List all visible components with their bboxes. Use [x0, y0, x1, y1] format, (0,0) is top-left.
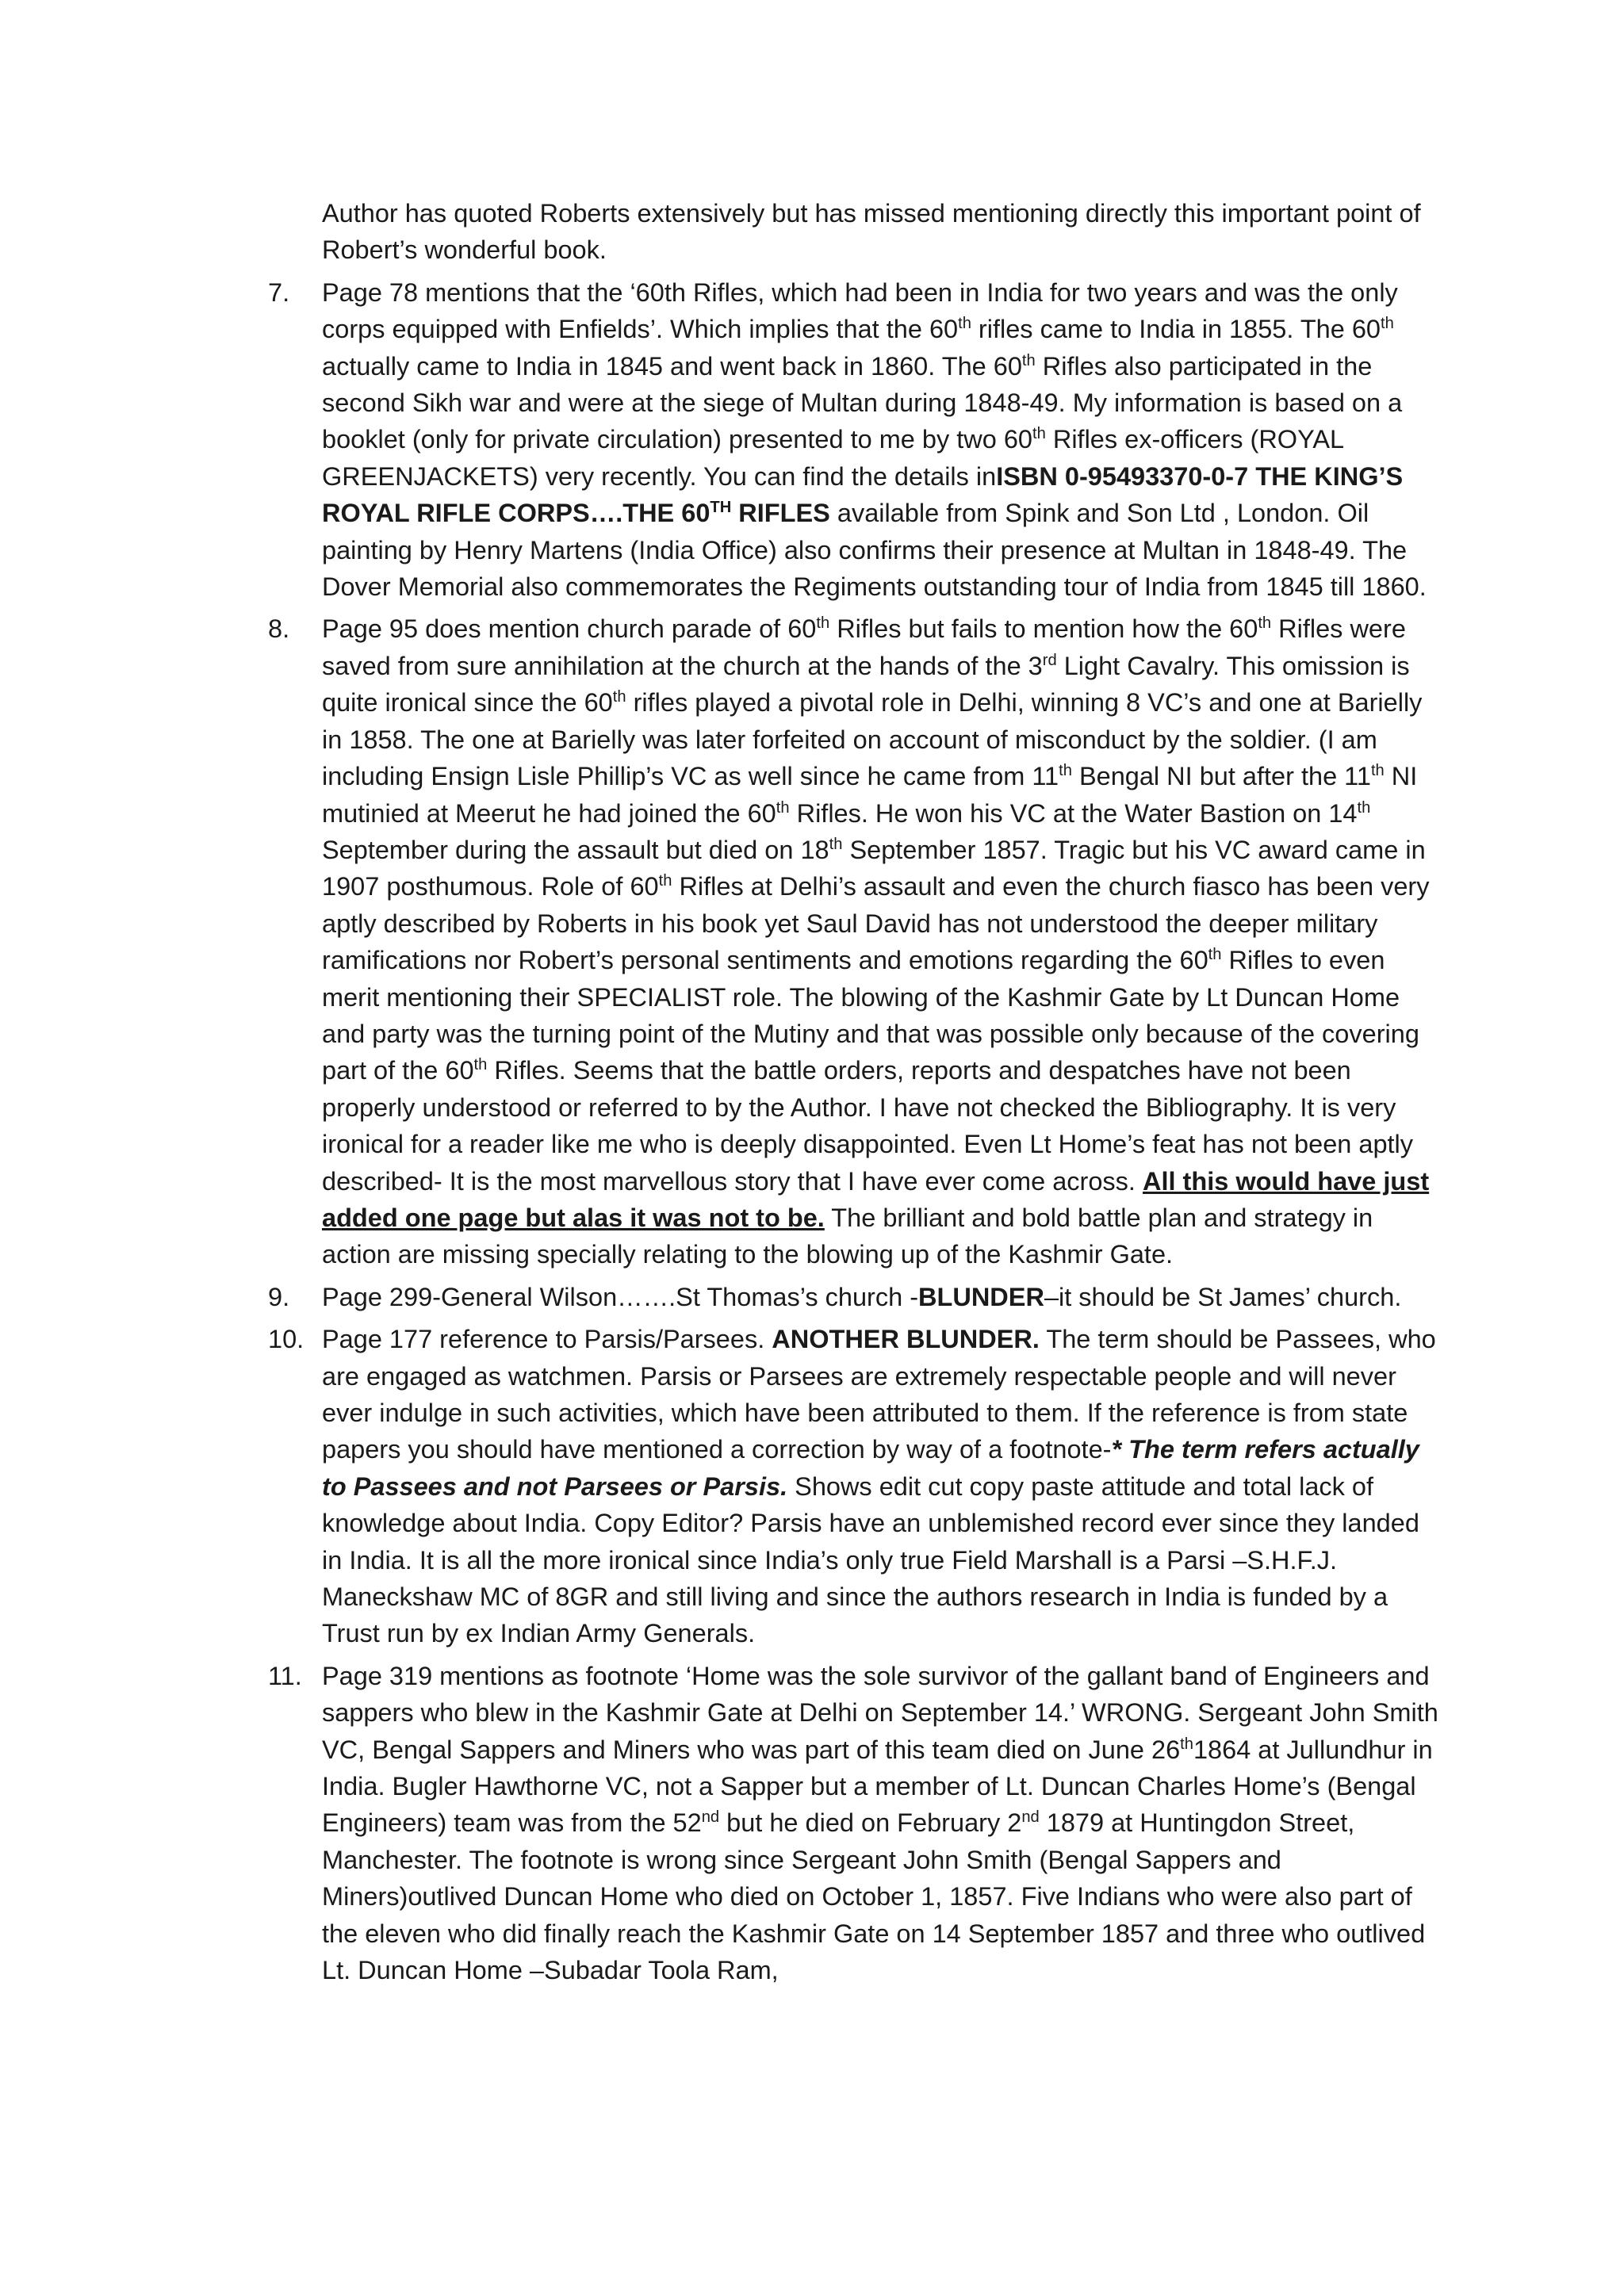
text-run: th [958, 315, 971, 333]
list-item-text [322, 1279, 1442, 1315]
list-item [268, 610, 1442, 1272]
list-item-text [322, 610, 1442, 1272]
text-run: Page 95 does mention church parade of 60 [322, 614, 817, 644]
text-run: –it should be St James’ church. [1044, 1282, 1402, 1311]
text-run: available from Spink and Son Ltd , London. Oil painting by Henry Martens (India Office) also confirms their presence at Multan in 1848-49. The Dover Memorial also commemorates the Regiments outstanding tour of India from 1845 till 1860. [322, 499, 1427, 602]
text-run: Rifles were saved from sure annihilation at the church at the hands of the 3 [322, 614, 1406, 680]
text-run: Rifles at Delhi’s assault and even the church fiasco has been very aptly described by Roberts in his book yet Saul David has not understood the deeper military ramifications nor Robert’s personal sentiments and emotions regarding the 60 [322, 872, 1430, 975]
document-body [268, 195, 1442, 1989]
text-run: The brilliant and bold battle plan and strategy in action are missing specially relating to the blowing up of the Kashmir Gate. [322, 1203, 1373, 1269]
text-run: Rifles. Seems that the battle orders, reports and despatches have not been properly understood or referred to by the Author. I have not checked the Bibliography. It is very ironical for a reader like me who is deeply disappointed. Even Lt Home’s feat has not been aptly described- It is the most marvellous story that I have ever come across. [322, 1056, 1414, 1196]
text-run: ISBN 0-95493370-0-7 THE KING’S ROYAL RIFLE CORPS….THE 60 [322, 461, 1404, 528]
text-run: RIFLES [731, 499, 830, 528]
text-run: actually came to India in 1845 and went back in 1860. The 60 [322, 351, 1022, 381]
list-item-number: 8. [268, 614, 290, 644]
text-run: Page 319 mentions as footnote ‘Home was the sole survivor of the gallant band of Engineers and sappers who blew in the Kashmir Gate at Delhi on September 14.’ WRONG. Sergeant John Smith VC, Bengal Sappers and Miners who was part of this team died on June 26 [322, 1661, 1438, 1764]
text-run: th [1021, 351, 1036, 369]
text-run: th [816, 614, 830, 633]
list-item [268, 1321, 1442, 1652]
text-run: ANOTHER BLUNDER. [772, 1325, 1040, 1354]
text-run: Page 177 reference to Parsis/Parsees. [322, 1325, 772, 1354]
text-run: All this would have just added one page but alas it was not to be. [322, 1166, 1430, 1232]
text-run: th [473, 1056, 488, 1074]
numbered-list [268, 274, 1442, 1989]
text-run: TH [710, 499, 732, 517]
list-item-number: 10. [268, 1325, 304, 1354]
continuation-paragraph: Author has quoted Roberts extensively but has missed mentioning directly this important point of Robert’s wonderful book. [322, 199, 1421, 265]
text-run: rd [1042, 652, 1057, 670]
text-run: Page 299-General Wilson…….St Thomas’s church - [322, 1282, 919, 1311]
text-run: 1879 at Huntingdon Street, Manchester. The footnote is wrong since Sergeant John Smith (Bengal Sappers and Miners)outlived Duncan Home who died on October 1, 1857. Five Indians who were also part of the eleven who did finally reach the Kashmir Gate on 14 September 1857 and three who outlived Lt. Duncan Home –Subadar Toola Ram, [322, 1808, 1426, 1985]
text-run: th [1032, 425, 1046, 443]
text-run: rifles came to India in 1855. The 60 [971, 315, 1381, 344]
text-run: th [829, 836, 843, 854]
text-run: Shows edit cut copy paste attitude and total lack of knowledge about India. Copy Editor? Parsis have an unblemished record ever since they landed in India. It is all the more ironical since India’s only true Field Marshall is a Parsi –S.H.F.J. Maneckshaw MC of 8GR and still living and since the authors research in India is funded by a Trust run by ex Indian Army Generals. [322, 1471, 1419, 1648]
text-run: 1864 at Jullundhur in India. Bugler Hawthorne VC, not a Sapper but a member of Lt. Duncan Charles Home’s (Bengal Engineers) team was from the 52 [322, 1735, 1433, 1838]
list-item-text [322, 274, 1442, 606]
list-item [268, 1658, 1442, 1989]
text-run: BLUNDER [918, 1282, 1044, 1311]
text-run: The term should be Passees, who are engaged as watchmen. Parsis or Parsees are extremely respectable people and will never ever indulge in such activities, which have been attributed to them. If the reference is from state papers you should have mentioned a correction by way of a footnote- [322, 1325, 1436, 1464]
text-run: Page 78 mentions that the ‘60th Rifles, which had been in India for two years and was the only corps equipped with Enfields’. Which implies that the 60 [322, 277, 1398, 344]
text-run: th [1370, 762, 1385, 780]
text-run: Bengal NI but after the 11 [1071, 762, 1371, 791]
text-run: nd [701, 1808, 720, 1827]
text-run: September 1857. Tragic but his VC award came in 1907 posthumous. Role of 60 [322, 835, 1426, 901]
text-run: Rifles but fails to mention how the 60 [829, 614, 1258, 644]
text-run: Rifles. He won his VC at the Water Bastion on 14 [789, 798, 1358, 828]
text-run: but he died on February 2 [719, 1808, 1022, 1838]
text-run: th [776, 798, 790, 817]
text-run: September during the assault but died on 18 [322, 835, 829, 864]
text-run: nd [1021, 1808, 1040, 1827]
text-run: NI mutinied at Meerut he had joined the 60 [322, 762, 1418, 828]
text-run: Rifles ex-officers (ROYAL GREENJACKETS) very recently. You can find the details in [322, 425, 1343, 491]
text-run: th [1258, 614, 1272, 633]
text-run: * The term refers actually to Passees and not Parsees or Parsis. [322, 1435, 1419, 1501]
text-run: th [658, 872, 672, 890]
list-item-text [322, 1658, 1442, 1989]
list-item-number: 11. [268, 1661, 302, 1690]
text-run: Rifles also participated in the second Sikh war and were at the siege of Multan during 1848-49. My information is based on a booklet (only for private circulation) presented to me by two 60 [322, 351, 1403, 454]
text-run: rifles played a pivotal role in Delhi, winning 8 VC’s and one at Barielly in 1858. The one at Barielly was later forfeited on account of misconduct by the soldier. (I am including Ensign Lisle Phillip’s VC as well since he came from 11 [322, 688, 1423, 791]
text-run: th [1208, 946, 1222, 964]
text-run: Light Cavalry. This omission is quite ironical since the 60 [322, 651, 1410, 718]
list-item-number: 9. [268, 1282, 290, 1311]
list-item [268, 274, 1442, 606]
list-item-text [322, 1321, 1442, 1652]
text-run: th [1059, 762, 1072, 780]
text-run: th [1357, 798, 1371, 817]
text-run: th [1381, 315, 1394, 333]
text-run: Rifles to even merit mentioning their SPECIALIST role. The blowing of the Kashmir Gate by Lt Duncan Home and party was the turning point of the Mutiny and that was possible only because of the covering part of the 60 [322, 946, 1419, 1085]
text-run: th [1180, 1735, 1193, 1753]
list-item-number: 7. [268, 277, 290, 307]
text-run: th [612, 688, 626, 706]
list-item [268, 1279, 1442, 1315]
